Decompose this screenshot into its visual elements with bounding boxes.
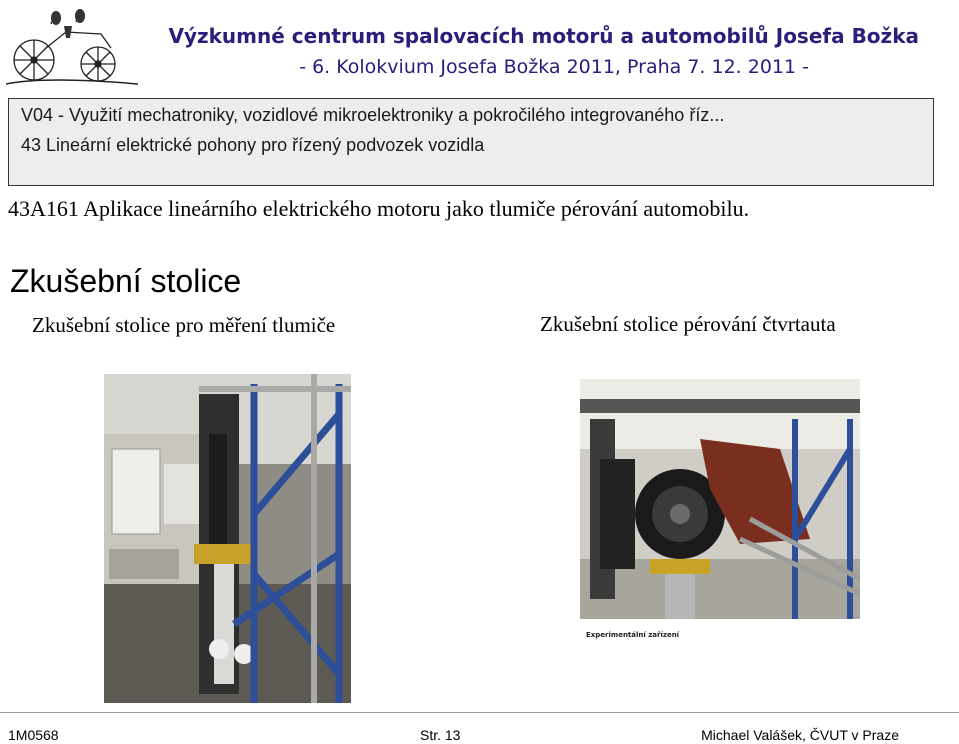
- left-figure-caption: Zkušební stolice pro měření tlumiče: [32, 313, 336, 337]
- damper-test-stand-photo: [104, 374, 351, 703]
- footer-author: Michael Valášek, ČVUT v Praze: [701, 727, 899, 743]
- project-line: 43 Lineární elektrické pohony pro řízený podvozek vozidla: [21, 135, 485, 155]
- header-subtitle: - 6. Kolokvium Josefa Božka 2011, Praha 7. 12. 2011 -: [299, 56, 809, 78]
- section-heading: Zkušební stolice: [10, 263, 242, 299]
- topic-title: 43A161 Aplikace lineárního elektrického motoru jako tlumiče pérování automobilu.: [8, 196, 750, 221]
- footer-page-number: Str. 13: [420, 727, 461, 743]
- quarter-car-test-stand-photo: [580, 379, 860, 644]
- header-title: Výzkumné centrum spalovacích motorů a automobilů Josefa Božka: [168, 24, 919, 48]
- footer-project-code: 1M0568: [8, 727, 59, 743]
- logo-historic-vehicle: [6, 4, 138, 88]
- program-box: [8, 98, 934, 186]
- footer-rule: [0, 712, 959, 713]
- program-line: V04 - Využití mechatroniky, vozidlové mikroelektroniky a pokročilého integrovaného říz...: [21, 105, 725, 125]
- experimental-device-label: Experimentální zařízení: [586, 631, 680, 639]
- right-figure-caption: Zkušební stolice pérování čtvrtauta: [540, 312, 836, 336]
